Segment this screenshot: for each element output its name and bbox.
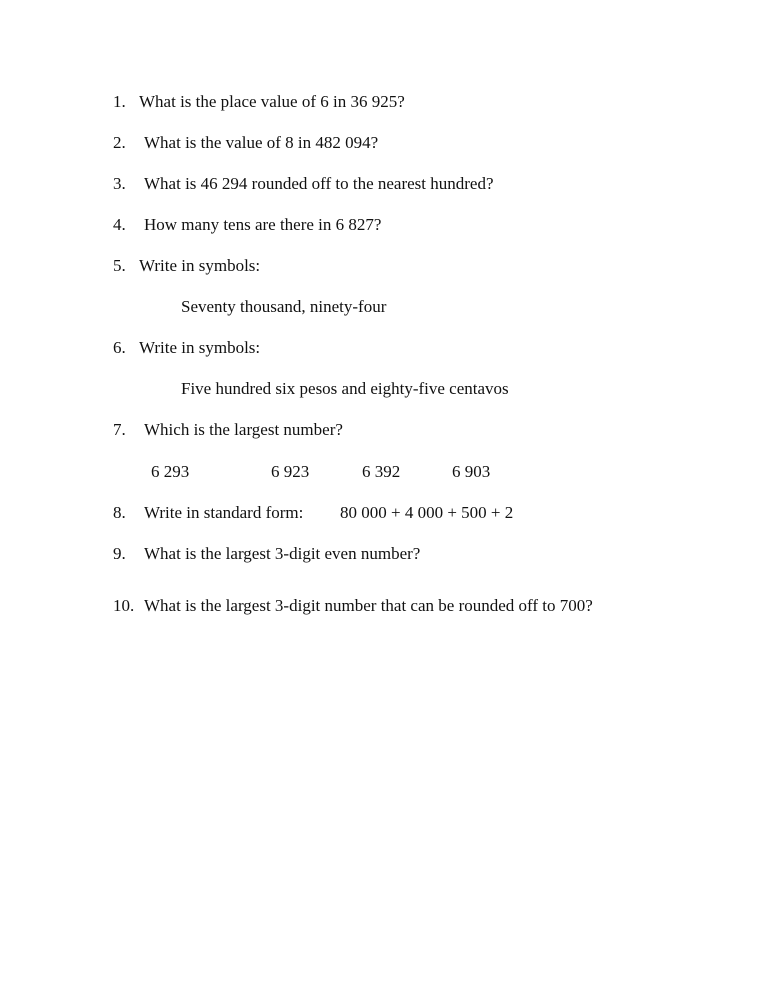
question-text: What is the largest 3-digit number that can be rounded off to 700? — [144, 596, 593, 615]
question-text: What is 46 294 rounded off to the nearest hundred? — [144, 174, 494, 193]
question-6-subtext: Five hundred six pesos and eighty-five centavos — [181, 379, 509, 398]
question-number: 7. — [113, 420, 126, 439]
question-expression: 80 000 + 4 000 + 500 + 2 — [340, 503, 514, 522]
question-number: 9. — [113, 544, 126, 563]
option-1: 6 293 — [151, 462, 190, 481]
option-3: 6 392 — [362, 462, 401, 481]
question-number: 2. — [113, 133, 126, 152]
option-2: 6 923 — [271, 462, 310, 481]
question-number: 1. — [113, 92, 126, 111]
question-text: What is the largest 3-digit even number? — [144, 544, 421, 563]
question-number: 10. — [113, 596, 135, 615]
question-number: 6. — [113, 338, 126, 357]
question-number: 8. — [113, 503, 126, 522]
question-number: 3. — [113, 174, 126, 193]
question-text: What is the value of 8 in 482 094? — [144, 133, 379, 152]
question-text: How many tens are there in 6 827? — [144, 215, 382, 234]
question-number: 4. — [113, 215, 126, 234]
question-number: 5. — [113, 256, 126, 275]
question-text: Write in symbols: — [139, 338, 261, 357]
option-4: 6 903 — [452, 462, 491, 481]
question-text: Which is the largest number? — [144, 420, 343, 439]
question-text: Write in symbols: — [139, 256, 261, 275]
question-5-subtext: Seventy thousand, ninety-four — [181, 297, 387, 316]
question-text: Write in standard form: — [144, 503, 304, 522]
question-text: What is the place value of 6 in 36 925? — [139, 92, 405, 111]
